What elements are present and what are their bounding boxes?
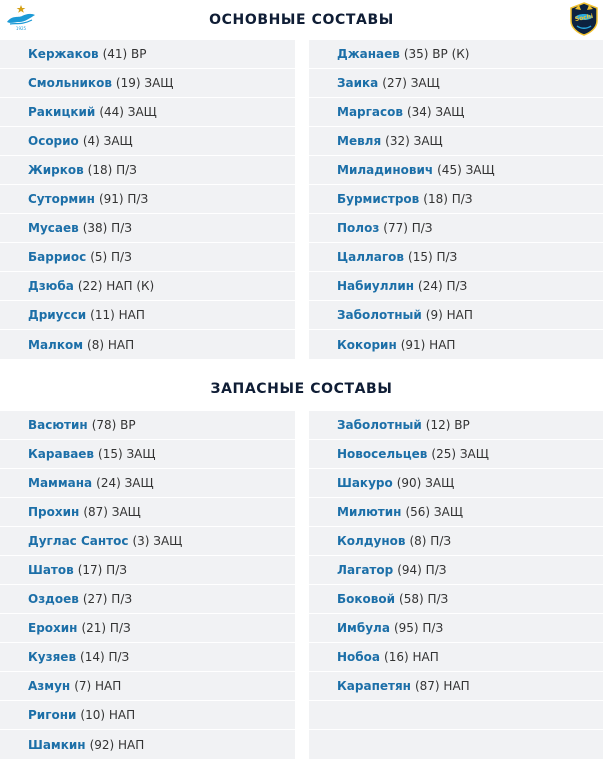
player-number-position: (95) П/З (393, 621, 444, 635)
home-subs-list (0, 411, 295, 759)
player-name-link[interactable]: Ракицкий (28, 105, 96, 119)
player-row (309, 98, 603, 127)
player-number-position: (14) П/З (80, 650, 130, 664)
player-number-position: (91) П/З (98, 192, 149, 206)
page-title: ОСНОВНЫЕ СОСТАВЫ (209, 12, 394, 28)
player-row (0, 440, 295, 469)
player-number-position: (22) НАП (К) (77, 279, 155, 293)
player-row (309, 272, 603, 301)
player-row (309, 440, 603, 469)
player-row (0, 672, 295, 701)
player-name-link[interactable]: Новосельцев (337, 447, 428, 461)
main-lineups-section (0, 0, 603, 358)
player-name-link[interactable]: Колдунов (337, 534, 406, 548)
player-row (309, 585, 603, 614)
home-main-list (0, 40, 295, 359)
player-name-link[interactable]: Кержаков (28, 47, 99, 61)
substitutes-section (0, 366, 603, 759)
player-number-position: (7) НАП (74, 679, 122, 693)
main-lineups-header (0, 0, 603, 40)
player-name-link[interactable]: Малком (28, 337, 84, 352)
player-number-position: (12) ВР (425, 418, 470, 432)
zenit-logo (4, 4, 38, 32)
player-row (309, 672, 603, 701)
player-row (309, 185, 603, 214)
player-name-link[interactable]: Осорио (28, 134, 79, 148)
player-row (309, 701, 603, 730)
player-number-position: (32) ЗАЩ (385, 134, 443, 148)
player-row (0, 330, 295, 359)
player-row (0, 301, 295, 330)
player-row (0, 469, 295, 498)
player-row (309, 330, 603, 359)
away-main-list (309, 40, 603, 359)
player-name-link[interactable]: Цаллагов (337, 250, 405, 264)
player-number-position: (15) ЗАЩ (98, 447, 156, 461)
player-name-link[interactable]: Имбула (337, 621, 390, 635)
player-number-position: (87) ЗАЩ (83, 505, 141, 519)
player-number-position: (38) П/З (82, 221, 132, 235)
substitutes-lineups (0, 411, 603, 759)
player-number-position: (35) ВР (К) (403, 47, 470, 61)
player-number-position: (90) ЗАЩ (396, 476, 455, 490)
player-number-position: (27) П/З (82, 592, 133, 606)
player-row (0, 730, 295, 759)
substitutes-title: ЗАПАСНЫЕ СОСТАВЫ (210, 380, 393, 397)
player-name-link[interactable]: Нобоа (337, 650, 381, 664)
player-row (0, 98, 295, 127)
player-row (309, 243, 603, 272)
player-name-link[interactable]: Оздоев (28, 592, 79, 606)
player-number-position: (44) ЗАЩ (99, 105, 157, 119)
player-number-position: (94) П/З (397, 563, 447, 577)
player-name-link[interactable]: Шатов (28, 563, 74, 577)
player-number-position: (4) ЗАЩ (82, 134, 133, 148)
player-row (0, 156, 295, 185)
player-row (309, 730, 603, 759)
player-row (309, 301, 603, 330)
player-row (309, 469, 603, 498)
player-name-link[interactable]: Азмун (28, 679, 71, 693)
player-number-position: (56) ЗАЩ (405, 505, 463, 519)
away-subs-list (309, 411, 603, 759)
player-number-position: (5) П/З (90, 250, 132, 264)
player-number-position: (16) НАП (384, 650, 439, 664)
player-name-link[interactable]: Лагатор (337, 563, 394, 577)
player-number-position: (91) НАП (400, 337, 456, 352)
player-number-position: (45) ЗАЩ (437, 163, 495, 177)
player-name-link[interactable]: Шакуро (337, 476, 393, 490)
player-name-link[interactable]: Кокорин (337, 337, 397, 352)
player-name-link[interactable]: Шамкин (28, 737, 86, 752)
player-number-position: (25) ЗАЩ (431, 447, 489, 461)
player-number-position: (58) П/З (399, 592, 449, 606)
player-name-link[interactable]: Маммана (28, 476, 93, 490)
player-row (0, 127, 295, 156)
player-name-link[interactable]: Мевля (337, 134, 382, 148)
player-name-link[interactable]: Жирков (28, 163, 84, 177)
player-row (309, 127, 603, 156)
player-row (309, 556, 603, 585)
player-number-position: (18) П/З (87, 163, 137, 177)
substitutes-header (0, 366, 603, 411)
player-name-link[interactable]: Боковой (337, 592, 396, 606)
player-name-link[interactable]: Дриусси (28, 308, 87, 322)
player-row (309, 614, 603, 643)
player-number-position: (21) П/З (81, 621, 131, 635)
player-name-link[interactable]: Ерохин (28, 621, 78, 635)
player-row (0, 411, 295, 440)
player-name-link[interactable]: Полоз (337, 221, 380, 235)
sochi-logo (569, 2, 599, 36)
player-number-position: (34) ЗАЩ (406, 105, 465, 119)
player-row (0, 556, 295, 585)
player-row (0, 527, 295, 556)
player-row (0, 69, 295, 98)
player-name-link[interactable]: Дзюба (28, 279, 74, 293)
player-row (0, 243, 295, 272)
player-name-link[interactable]: Прохин (28, 505, 80, 519)
player-number-position: (24) ЗАЩ (96, 476, 154, 490)
player-row (0, 498, 295, 527)
player-row (0, 40, 295, 69)
player-number-position: (19) ЗАЩ (115, 76, 174, 90)
player-name-link[interactable]: Дуглас Сантос (28, 534, 129, 548)
player-number-position: (3) ЗАЩ (132, 534, 183, 548)
player-row (309, 156, 603, 185)
player-name-link[interactable]: Барриос (28, 250, 87, 264)
player-row (309, 527, 603, 556)
player-number-position: (9) НАП (425, 308, 473, 322)
player-name-link[interactable]: Маргасов (337, 105, 403, 119)
player-name-link[interactable]: Бурмистров (337, 192, 420, 206)
main-lineups (0, 40, 603, 359)
player-name-link[interactable]: Миладинович (337, 163, 434, 177)
player-row (0, 214, 295, 243)
player-row (309, 214, 603, 243)
player-name-link[interactable]: Кузяев (28, 650, 77, 664)
player-name-link[interactable]: Мусаев (28, 221, 79, 235)
player-number-position: (11) НАП (90, 308, 145, 322)
player-name-link[interactable]: Караваев (28, 447, 95, 461)
player-number-position: (78) ВР (91, 418, 136, 432)
player-row (309, 411, 603, 440)
player-name-link[interactable]: Милютин (337, 505, 402, 519)
player-name-link[interactable]: Джанаев (337, 47, 400, 61)
player-row (0, 643, 295, 672)
player-row (309, 40, 603, 69)
player-number-position: (87) НАП (414, 679, 470, 693)
player-row (0, 185, 295, 214)
player-number-position: (15) П/З (408, 250, 458, 264)
player-number-position: (17) П/З (77, 563, 127, 577)
player-name-link[interactable]: Ригони (28, 708, 77, 722)
player-row (309, 69, 603, 98)
player-number-position: (41) ВР (102, 47, 147, 61)
player-name-link[interactable]: Набиуллин (337, 279, 415, 293)
player-number-position: (10) НАП (80, 708, 136, 722)
player-name-link[interactable]: Заболотный (337, 418, 422, 432)
player-number-position: (24) П/З (418, 279, 468, 293)
player-name-link[interactable]: Заболотный (337, 308, 422, 322)
player-number-position: (8) П/З (409, 534, 452, 548)
player-number-position: (92) НАП (89, 737, 145, 752)
svg-text:Sochi: Sochi (574, 12, 594, 24)
player-row (0, 614, 295, 643)
player-number-position: (77) П/З (383, 221, 433, 235)
player-number-position: (18) П/З (423, 192, 473, 206)
player-row (309, 643, 603, 672)
player-name-link[interactable]: Васютин (28, 418, 88, 432)
player-row (0, 585, 295, 614)
player-name-link[interactable]: Смольников (28, 76, 112, 90)
player-row (309, 498, 603, 527)
player-name-link[interactable]: Сутормин (28, 192, 95, 206)
player-number-position: (27) ЗАЩ (382, 76, 440, 90)
player-name-link[interactable]: Заика (337, 76, 379, 90)
player-name-link[interactable]: Карапетян (337, 679, 411, 693)
svg-text:1925: 1925 (15, 26, 27, 31)
player-number-position: (8) НАП (87, 337, 135, 352)
player-row (0, 272, 295, 301)
player-row (0, 701, 295, 730)
